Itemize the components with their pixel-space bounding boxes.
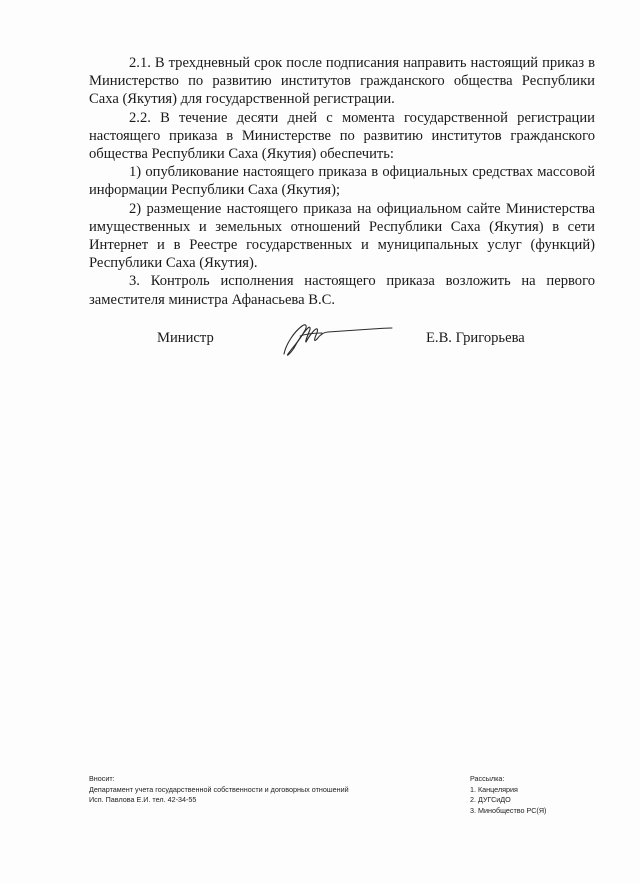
footer-distribution [470, 774, 610, 816]
paragraph-item-2: 2) размещение настоящего приказа на официальном сайте Министерства имущественных и земельных отношений Республики Саха (Якутия) в сети Интернет и в Реестре государственных и муниципальных услуг (функций) Республики Саха (Якутия). [89, 200, 595, 272]
footer-distribution-item-2: 2. ДУГСиДО [470, 795, 511, 804]
signature-block [0, 318, 640, 368]
signatory-name: Е.В. Григорьева [426, 330, 525, 346]
paragraph-item-1: 1) опубликование настоящего приказа в официальных средствах массовой информации Республики Саха (Якутия); [89, 164, 595, 199]
footer-executor: Исп. Павлова Е.И. тел. 42-34-55 [89, 795, 197, 804]
footer-distribution-label: Рассылка: [470, 774, 505, 783]
handwritten-signature [276, 318, 396, 358]
document-body [89, 54, 595, 309]
paragraph-3: 3. Контроль исполнения настоящего приказа возложить на первого заместителя министра Афанасьева В.С. [89, 273, 595, 308]
footer-submitted-by [89, 774, 409, 806]
footer-distribution-item-1: 1. Канцелярия [470, 784, 518, 794]
signatory-title: Министр [157, 330, 214, 346]
footer-distribution-item-3: 3. Минобщество РС(Я) [470, 805, 547, 815]
footer-submitted-label: Вносит: [89, 774, 115, 783]
paragraph-2-2: 2.2. В течение десяти дней с момента государственной регистрации настоящего приказа в Министерстве по развитию институтов гражданского общества Республики Саха (Якутия) обеспечить: [89, 109, 595, 163]
paragraph-2-1: 2.1. В трехдневный срок после подписания направить настоящий приказ в Министерство по развитию институтов гражданского общества Республики Саха (Якутия) для государственной регистрации. [89, 55, 595, 108]
footer-department: Департамент учета государственной собственности и договорных отношений [89, 784, 349, 794]
